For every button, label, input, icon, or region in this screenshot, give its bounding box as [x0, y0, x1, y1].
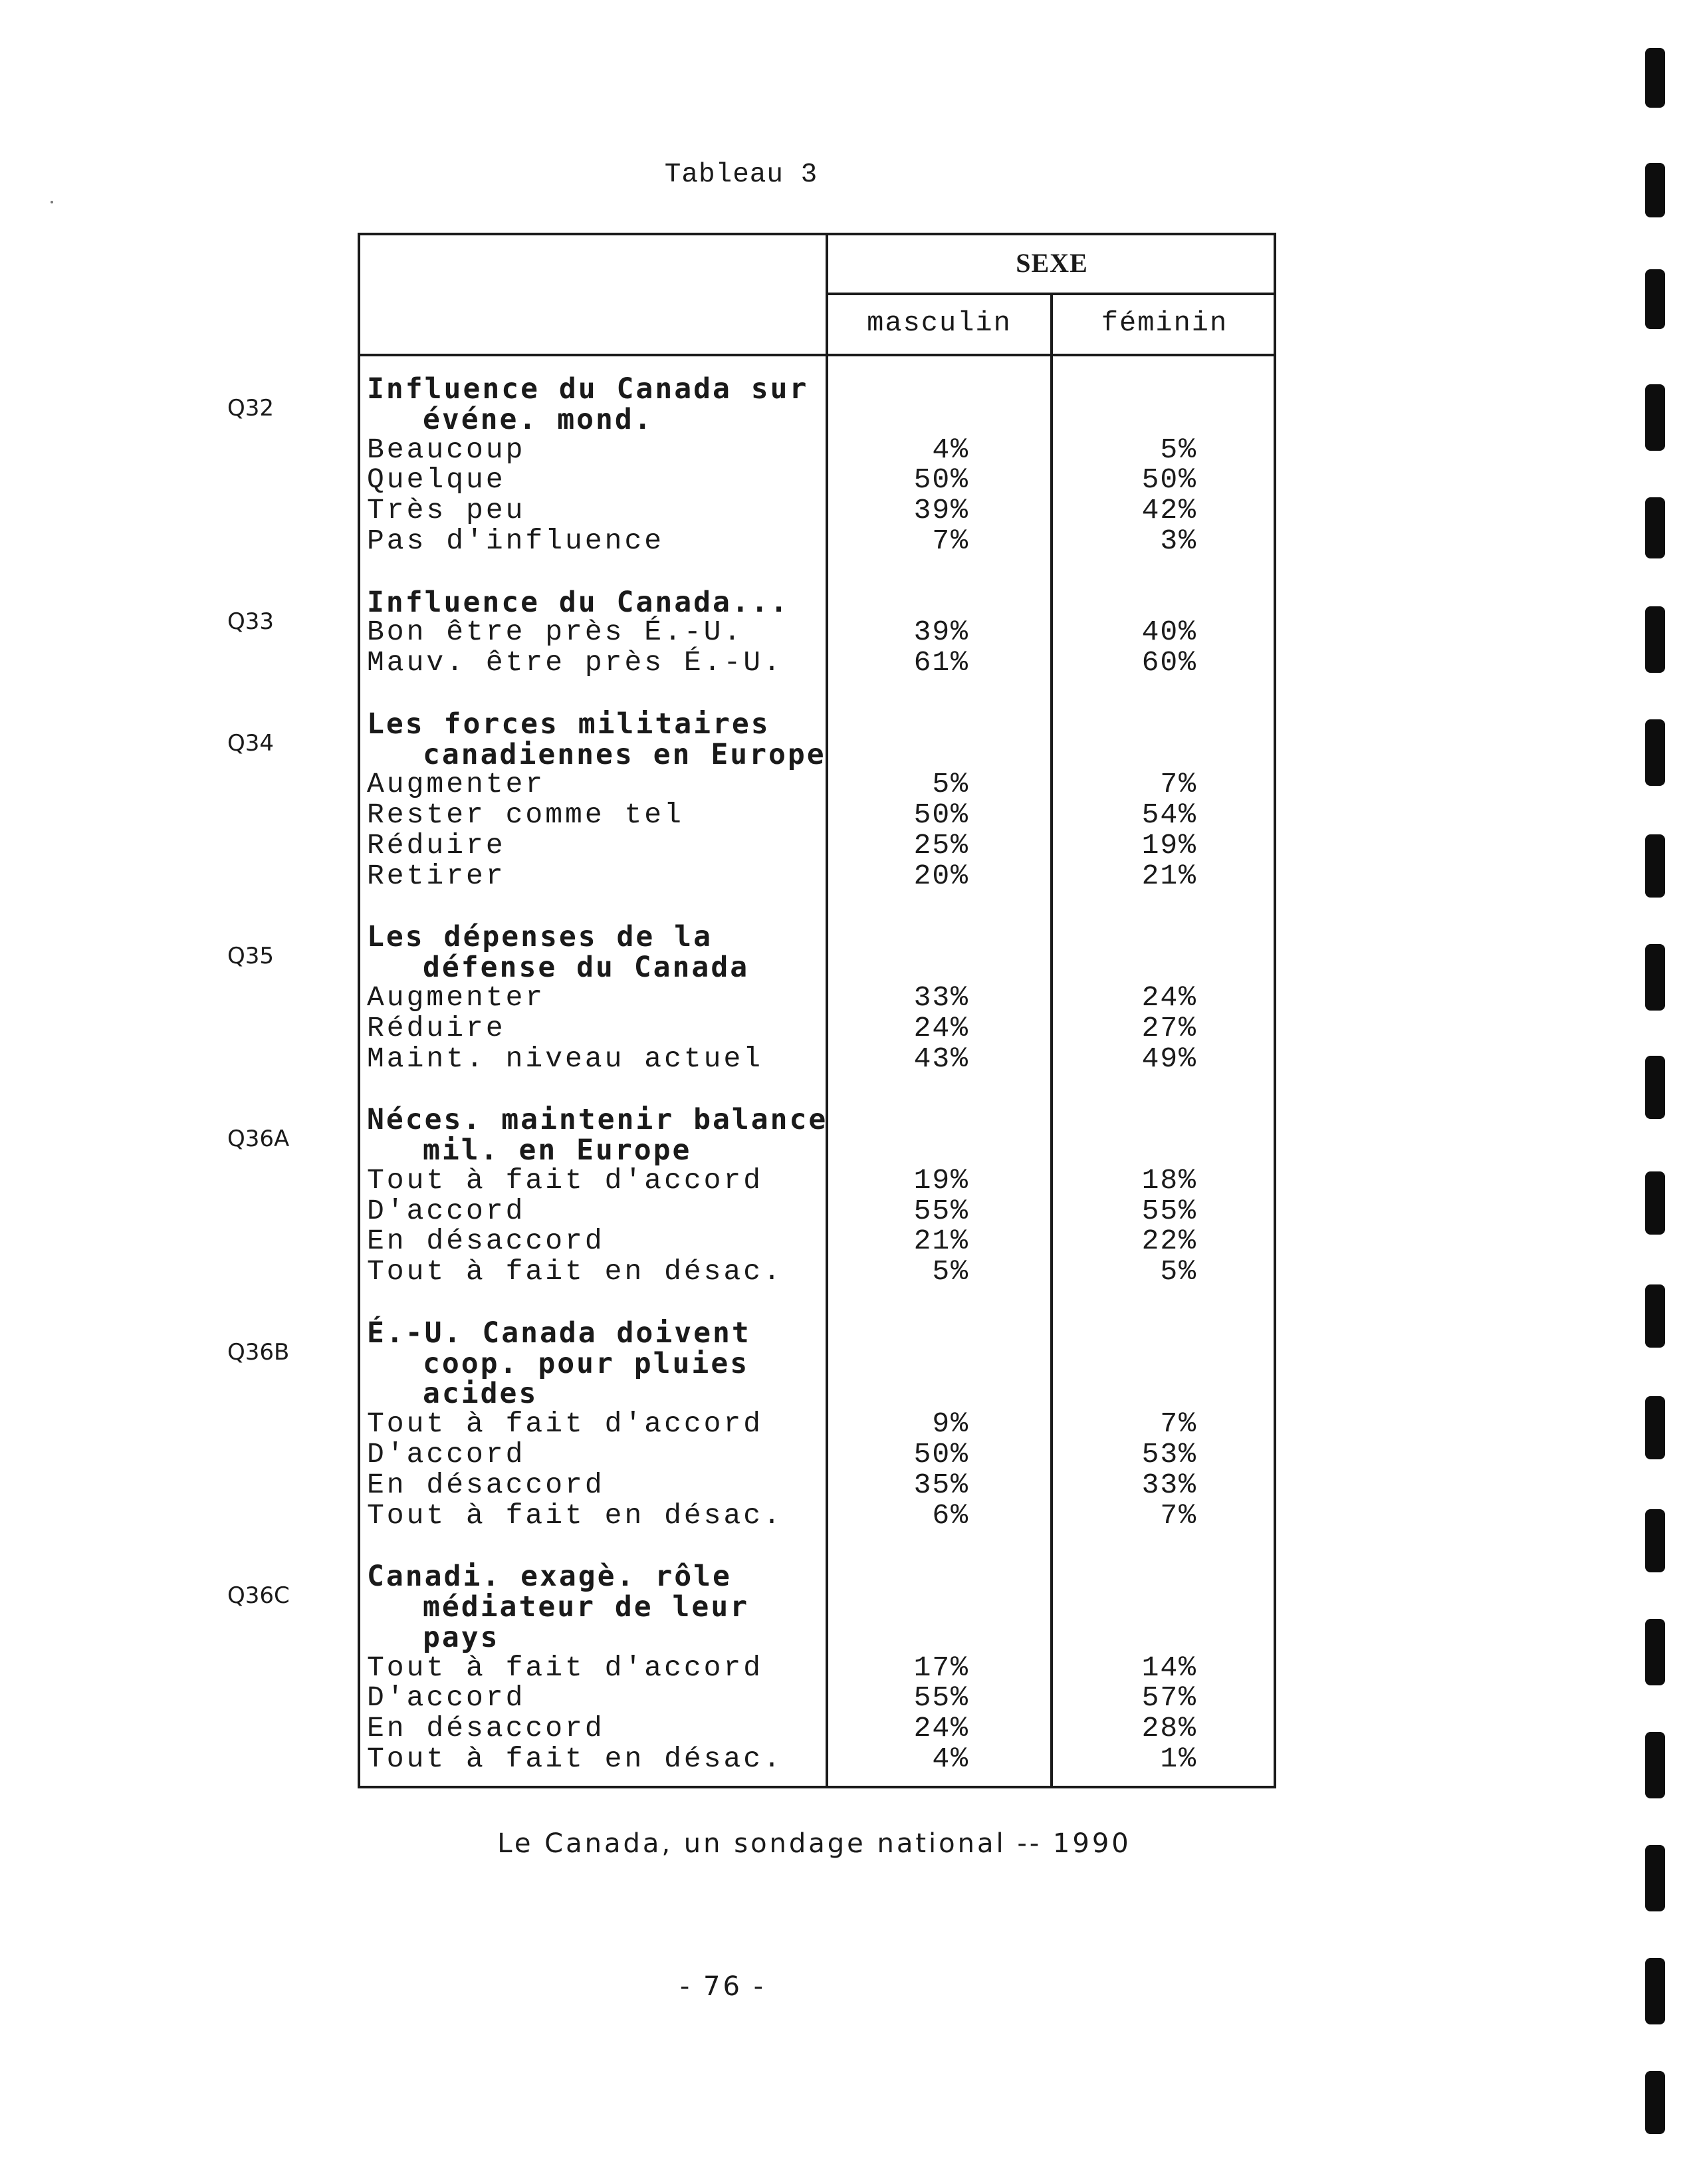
- question-title-line: coop. pour pluies: [423, 1346, 750, 1380]
- binding-hole: [1645, 1732, 1665, 1798]
- feminin-value: 7%: [1160, 1407, 1197, 1441]
- masculin-value: 33%: [913, 981, 969, 1014]
- question-title-line: médiateur de leur: [423, 1590, 750, 1624]
- question-title-line: Les dépenses de la: [367, 920, 713, 954]
- table-row: [0, 1044, 1697, 1074]
- answer-label: Beaucoup: [367, 433, 526, 466]
- footer-note: Le Canada, un sondage national -- 1990: [497, 1828, 1131, 1859]
- answer-label: Tout à fait en désac.: [367, 1743, 783, 1775]
- masculin-value: 21%: [913, 1225, 969, 1258]
- table-row: [0, 861, 1697, 892]
- question-title-line: Canadi. exagè. rôle: [367, 1560, 732, 1594]
- answer-label: Réduire: [367, 829, 506, 862]
- question-title-line: mil. en Europe: [423, 1134, 692, 1167]
- column-header-feminin: féminin: [1101, 307, 1228, 339]
- binding-hole: [1645, 1845, 1665, 1911]
- binding-hole: [1645, 1171, 1665, 1235]
- masculin-value: 55%: [913, 1681, 969, 1715]
- table-row: [0, 800, 1697, 830]
- question-code: Q33: [227, 608, 275, 635]
- question-title-line: Néces. maintenir balance: [367, 1103, 828, 1137]
- feminin-value: 5%: [1160, 1255, 1197, 1288]
- binding-hole: [1645, 606, 1665, 673]
- table-row: [0, 1226, 1697, 1257]
- masculin-value: 4%: [932, 433, 969, 466]
- binding-hole: [1645, 384, 1665, 451]
- feminin-value: 54%: [1141, 798, 1197, 832]
- binding-hole: [1645, 269, 1665, 329]
- answer-label: En désaccord: [367, 1712, 605, 1745]
- feminin-value: 22%: [1141, 1225, 1197, 1258]
- question-title-line: acides: [423, 1377, 538, 1411]
- table-row: [0, 1683, 1697, 1713]
- table-row: [0, 1501, 1697, 1531]
- table-rule-under-group-header: [826, 293, 1276, 295]
- binding-hole: [1645, 834, 1665, 898]
- binding-hole: [1645, 163, 1665, 217]
- masculin-value: 25%: [913, 829, 969, 862]
- question-title-line: canadiennes en Europe: [423, 737, 826, 771]
- table-row: [0, 465, 1697, 495]
- masculin-value: 35%: [913, 1468, 969, 1501]
- question-title-line: défense du Canada: [423, 951, 750, 985]
- answer-label: D'accord: [367, 1194, 526, 1227]
- table-row: [0, 648, 1697, 678]
- answer-label: Tout à fait en désac.: [367, 1499, 783, 1532]
- masculin-value: 61%: [913, 646, 969, 679]
- question-code: Q32: [227, 395, 275, 422]
- binding-hole: [1645, 1619, 1665, 1685]
- masculin-value: 39%: [913, 494, 969, 527]
- table-row: [0, 1013, 1697, 1044]
- binding-hole: [1645, 1056, 1665, 1119]
- answer-label: Réduire: [367, 1011, 506, 1044]
- answer-label: Rester comme tel: [367, 798, 684, 832]
- masculin-value: 50%: [913, 798, 969, 832]
- answer-label: Maint. niveau actuel: [367, 1042, 764, 1075]
- table-row: [0, 526, 1697, 556]
- binding-hole: [1645, 1284, 1665, 1348]
- binding-hole: [1645, 2071, 1665, 2134]
- feminin-value: 27%: [1141, 1011, 1197, 1044]
- question-code: Q34: [227, 729, 275, 757]
- feminin-value: 7%: [1160, 768, 1197, 801]
- masculin-value: 39%: [913, 616, 969, 649]
- feminin-value: 40%: [1141, 616, 1197, 649]
- table-row: [0, 1744, 1697, 1774]
- feminin-value: 49%: [1141, 1042, 1197, 1075]
- masculin-value: 50%: [913, 463, 969, 497]
- masculin-value: 6%: [932, 1499, 969, 1532]
- feminin-value: 42%: [1141, 494, 1197, 527]
- masculin-value: 9%: [932, 1407, 969, 1441]
- feminin-value: 21%: [1141, 859, 1197, 892]
- masculin-value: 55%: [913, 1194, 969, 1227]
- answer-label: Quelque: [367, 463, 506, 497]
- table-row: [0, 435, 1697, 465]
- sex-group-header: SEXE: [1016, 248, 1088, 278]
- table-row: [0, 617, 1697, 648]
- feminin-value: 1%: [1160, 1743, 1197, 1775]
- feminin-value: 14%: [1141, 1651, 1197, 1684]
- question-code: Q36A: [227, 1126, 290, 1153]
- binding-hole: [1645, 1958, 1665, 2024]
- masculin-value: 5%: [932, 768, 969, 801]
- question-code: Q36B: [227, 1338, 290, 1366]
- masculin-value: 43%: [913, 1042, 969, 1075]
- question-title-line: Les forces militaires: [367, 707, 770, 741]
- binding-hole: [1645, 497, 1665, 558]
- table-row: [0, 1470, 1697, 1501]
- feminin-value: 3%: [1160, 525, 1197, 557]
- binding-hole: [1645, 719, 1665, 786]
- question-code: Q35: [227, 943, 275, 970]
- masculin-value: 50%: [913, 1438, 969, 1471]
- answer-label: Mauv. être près É.-U.: [367, 646, 783, 679]
- question-title-line: Influence du Canada sur: [367, 372, 809, 406]
- feminin-value: 57%: [1141, 1681, 1197, 1715]
- feminin-value: 33%: [1141, 1468, 1197, 1501]
- feminin-value: 28%: [1141, 1712, 1197, 1745]
- answer-label: Tout à fait d'accord: [367, 1651, 764, 1684]
- table-row: [0, 1165, 1697, 1196]
- answer-label: Augmenter: [367, 981, 546, 1014]
- feminin-value: 24%: [1141, 981, 1197, 1014]
- binding-hole: [1645, 48, 1665, 108]
- page-title: Tableau 3: [664, 160, 818, 190]
- table-row: [0, 1653, 1697, 1683]
- masculin-value: 17%: [913, 1651, 969, 1684]
- table-row: [0, 1196, 1697, 1227]
- table-row: [0, 495, 1697, 526]
- answer-label: Tout à fait d'accord: [367, 1407, 764, 1441]
- feminin-value: 5%: [1160, 433, 1197, 466]
- answer-label: D'accord: [367, 1438, 526, 1471]
- answer-label: Retirer: [367, 859, 506, 892]
- masculin-value: 20%: [913, 859, 969, 892]
- answer-label: Augmenter: [367, 768, 546, 801]
- answer-label: Très peu: [367, 494, 526, 527]
- table-row: [0, 1257, 1697, 1287]
- question-title-line: pays: [423, 1620, 500, 1654]
- binding-hole: [1645, 1509, 1665, 1572]
- masculin-value: 24%: [913, 1011, 969, 1044]
- answer-label: Pas d'influence: [367, 525, 665, 557]
- binding-hole: [1645, 944, 1665, 1011]
- answer-label: D'accord: [367, 1681, 526, 1715]
- feminin-value: 50%: [1141, 463, 1197, 497]
- table-row: [0, 1409, 1697, 1439]
- table-row: [0, 830, 1697, 861]
- answer-label: En désaccord: [367, 1468, 605, 1501]
- answer-label: Bon être près É.-U.: [367, 616, 744, 649]
- table-row: [0, 983, 1697, 1013]
- masculin-value: 24%: [913, 1712, 969, 1745]
- column-header-masculin: masculin: [867, 307, 1012, 339]
- masculin-value: 19%: [913, 1163, 969, 1197]
- page-number: - 76 -: [679, 1971, 766, 2002]
- binding-hole: [1645, 1396, 1665, 1459]
- question-title-line: É.-U. Canada doivent: [367, 1316, 751, 1350]
- answer-label: Tout à fait en désac.: [367, 1255, 783, 1288]
- question-title-line: Influence du Canada...: [367, 585, 790, 619]
- feminin-value: 60%: [1141, 646, 1197, 679]
- answer-label: Tout à fait d'accord: [367, 1163, 764, 1197]
- answer-label: En désaccord: [367, 1225, 605, 1258]
- feminin-value: 18%: [1141, 1163, 1197, 1197]
- masculin-value: 7%: [932, 525, 969, 557]
- scan-speck: [51, 201, 53, 203]
- table-row: [0, 1439, 1697, 1470]
- question-code: Q36C: [227, 1582, 290, 1610]
- question-title-line: événe. mond.: [423, 402, 653, 436]
- feminin-value: 53%: [1141, 1438, 1197, 1471]
- masculin-value: 4%: [932, 1743, 969, 1775]
- masculin-value: 5%: [932, 1255, 969, 1288]
- table-row: [0, 769, 1697, 800]
- table-row: [0, 1713, 1697, 1744]
- feminin-value: 19%: [1141, 829, 1197, 862]
- feminin-value: 55%: [1141, 1194, 1197, 1227]
- feminin-value: 7%: [1160, 1499, 1197, 1532]
- table-rule-under-column-headers: [358, 354, 1276, 356]
